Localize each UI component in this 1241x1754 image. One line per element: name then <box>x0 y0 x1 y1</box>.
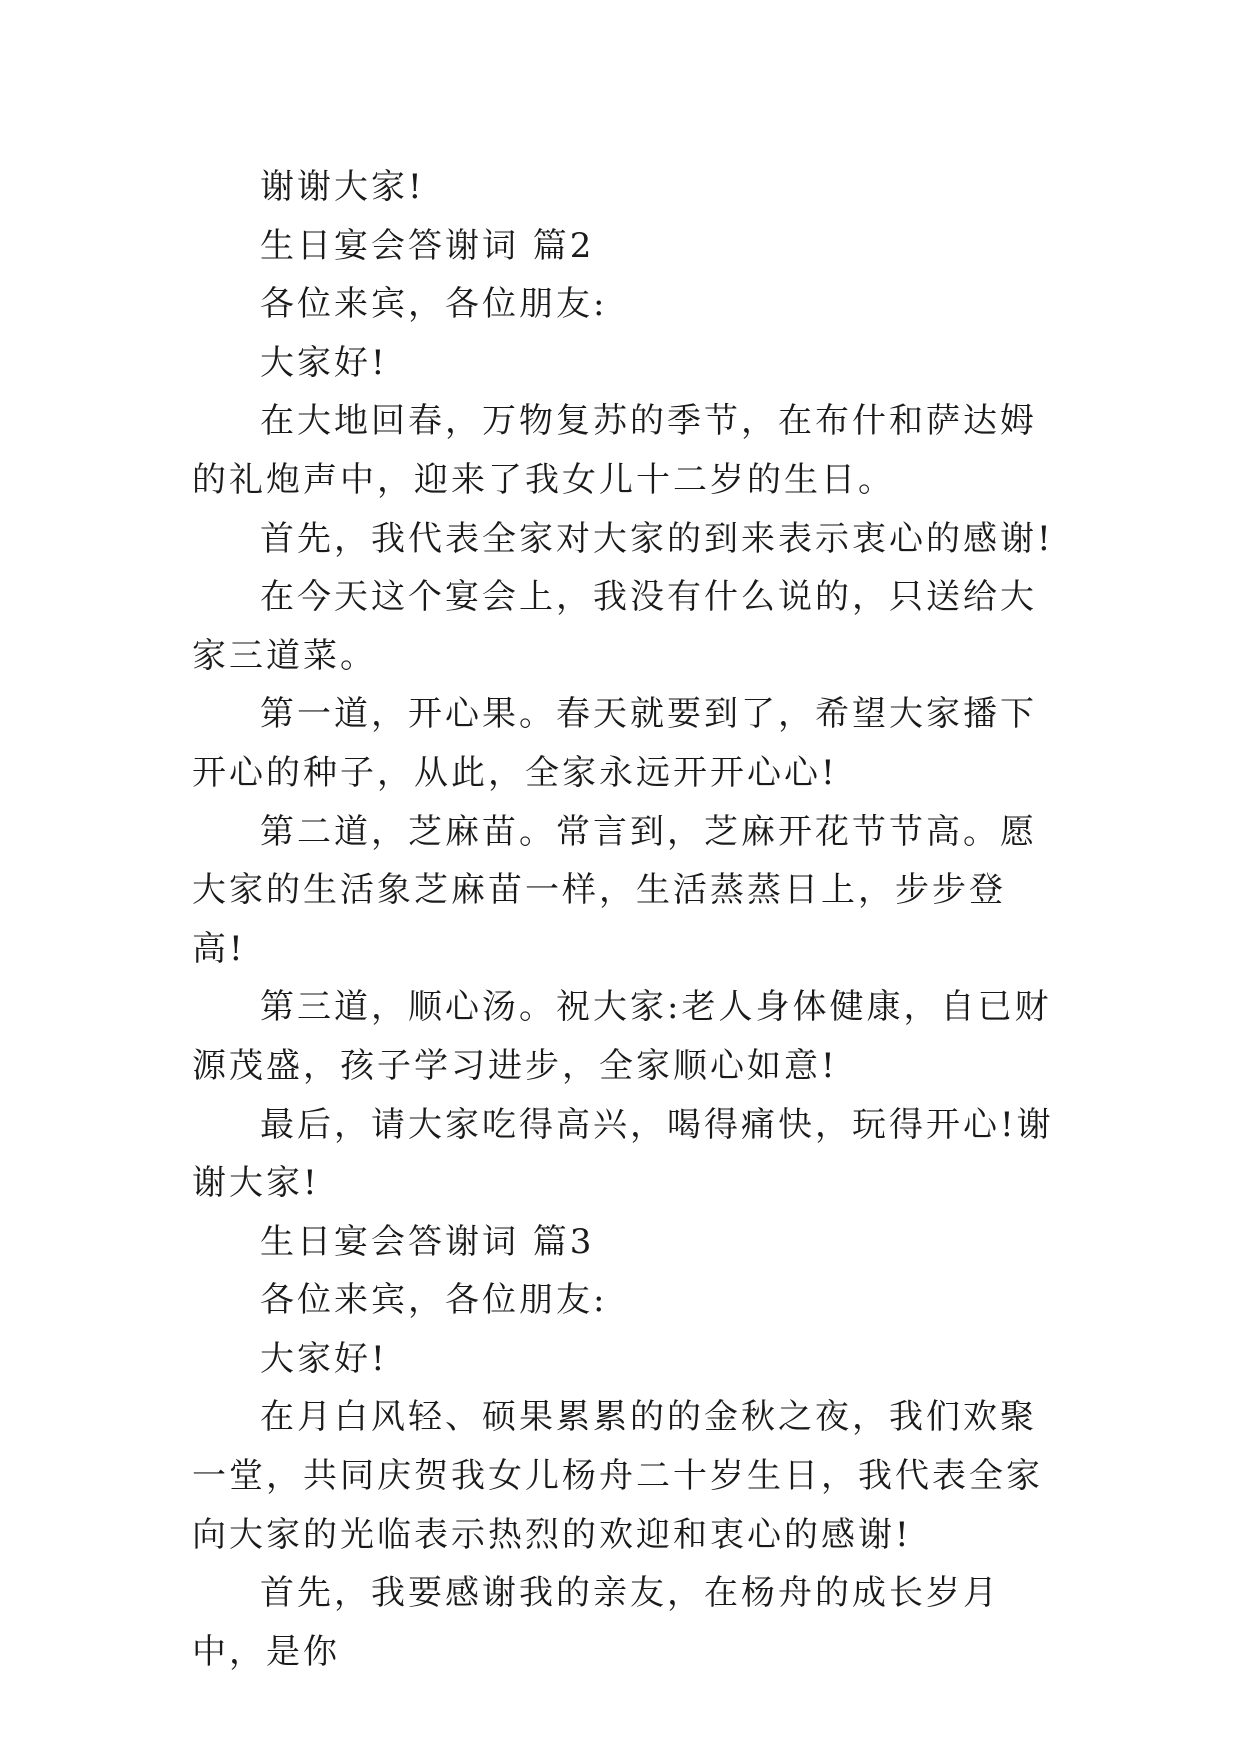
paragraph-dish-one: 第一道，开心果。春天就要到了，希望大家播下开心的种子，从此，全家永远开开心心! <box>192 694 1037 793</box>
paragraph-finally: 最后，请大家吃得高兴，喝得痛快，玩得开心!谢谢大家! <box>192 1104 1054 1204</box>
paragraph-spring-birthday: 在大地回春，万物复苏的季节，在布什和萨达姆的礼炮声中，迎来了我女儿十二岁的生日。 <box>192 401 1037 500</box>
section-heading-2: 生日宴会答谢词 篇2 <box>260 225 595 266</box>
paragraph-thank-relatives: 首先，我要感谢我的亲友，在杨舟的成长岁月中，是你 <box>192 1573 1000 1672</box>
paragraph-closing-thanks: 谢谢大家! <box>260 167 425 207</box>
paragraph-dish-two: 第二道，芝麻苗。常言到，芝麻开花节节高。愿大家的生活象芝麻苗一样，生活蒸蒸日上，步步登高! <box>192 811 1037 969</box>
paragraph-salutation: 各位来宾，各位朋友: <box>260 284 608 325</box>
paragraph-greeting: 大家好! <box>260 1338 388 1379</box>
section-heading-3: 生日宴会答谢词 篇3 <box>260 1221 595 1262</box>
paragraph-greeting: 大家好! <box>260 342 388 383</box>
document-body <box>192 158 1054 1681</box>
paragraph-thanks: 首先，我代表全家对大家的到来表示衷心的感谢! <box>260 518 1054 559</box>
paragraph-salutation: 各位来宾，各位朋友: <box>260 1280 608 1321</box>
paragraph-three-dishes: 在今天这个宴会上，我没有什么说的，只送给大家三道菜。 <box>192 577 1037 676</box>
paragraph-autumn-birthday: 在月白风轻、硕果累累的的金秋之夜，我们欢聚一堂，共同庆贺我女儿杨舟二十岁生日，我代表全家向大家的光临表示热烈的欢迎和衷心的感谢! <box>192 1397 1043 1555</box>
paragraph-dish-three: 第三道，顺心汤。祝大家:老人身体健康，自已财源茂盛，孩子学习进步，全家顺心如意! <box>192 987 1052 1086</box>
